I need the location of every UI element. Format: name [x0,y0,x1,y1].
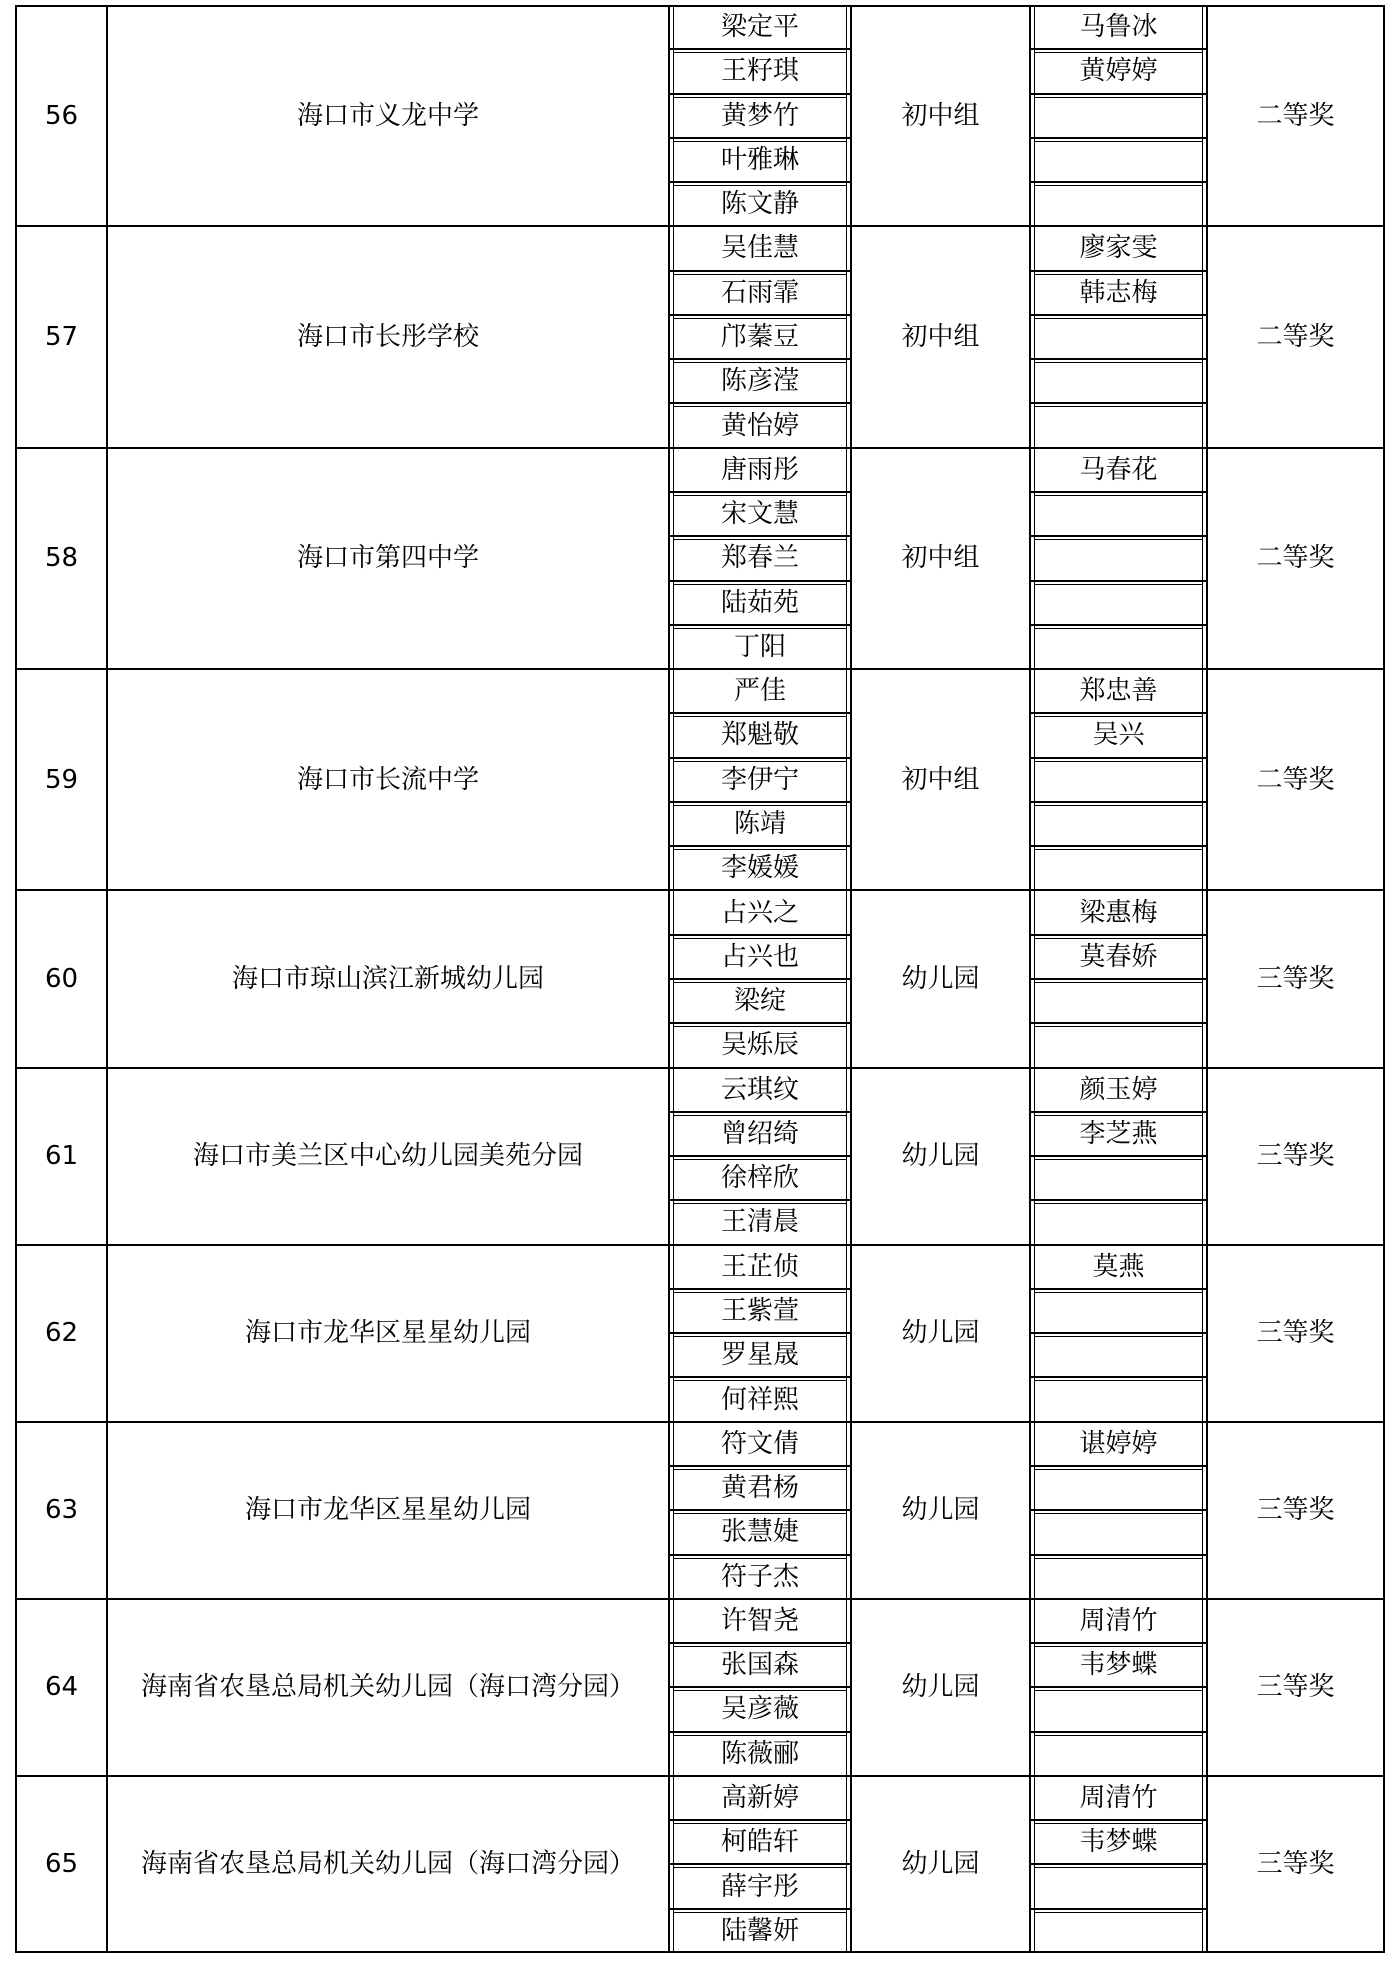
student-row-divider [669,845,851,847]
student-row-divider [669,1465,851,1467]
student-name: 陆馨妍 [720,1915,799,1946]
teacher-name: 韩志梅 [1079,277,1158,308]
student-row-divider [669,402,851,404]
student-row-divider [669,314,851,316]
student-name: 何祥熙 [720,1384,799,1415]
student-name: 吴彦薇 [720,1694,799,1725]
teacher-row-divider-inner [1034,52,1203,53]
row-number: 62 [44,1318,79,1349]
inner-column-line [846,5,847,1953]
column-divider [1206,5,1208,1953]
teacher-row-divider [1030,1819,1207,1821]
teacher-row-divider [1030,48,1207,50]
teacher-name [1030,315,1207,359]
student-name: 严佳 [733,676,786,707]
teacher-row-divider-inner [1034,628,1203,629]
teacher-row-divider-inner [1034,97,1203,98]
teacher-name: 莫春娇 [1079,941,1158,972]
student-row-divider-inner [673,982,847,983]
row-number: 59 [44,764,79,795]
teacher-name [1030,1289,1207,1333]
student-name: 高新婷 [720,1783,799,1814]
teacher-name [1030,359,1207,403]
teacher-name: 韦梦蝶 [1079,1827,1158,1858]
category: 初中组 [901,322,980,353]
teacher-row-divider-inner [1034,1735,1203,1736]
school-name: 海口市长流中学 [296,764,479,795]
teacher-name: 李芝燕 [1079,1118,1158,1149]
student-row-divider [669,1863,851,1865]
student-name: 宋文慧 [720,499,799,530]
student-name: 吴佳慧 [720,233,799,264]
teacher-row-divider-inner [1034,318,1203,319]
student-row-divider-inner [673,318,847,319]
group-divider [16,1598,1384,1600]
teacher-row-divider [1030,491,1207,493]
teacher-row-divider [1030,978,1207,980]
student-row-divider-inner [673,849,847,850]
group-divider [16,1421,1384,1423]
column-divider [850,5,852,1953]
student-row-divider-inner [673,185,847,186]
teacher-name [1030,1200,1207,1244]
student-name: 梁定平 [720,12,799,43]
student-row-divider [669,1111,851,1113]
teacher-name: 周清竹 [1079,1783,1158,1814]
teacher-row-divider-inner [1034,1912,1203,1913]
teacher-name: 马春花 [1079,454,1158,485]
student-row-divider-inner [673,1336,847,1337]
school-name: 海南省农垦总局机关幼儿园（海口湾分园） [140,1849,635,1880]
teacher-name: 吴兴 [1092,720,1145,751]
teacher-row-divider-inner [1034,761,1203,762]
student-name: 王籽琪 [720,56,799,87]
student-row-divider-inner [673,1558,847,1559]
student-name: 黄梦竹 [720,100,799,131]
student-name: 符子杰 [720,1561,799,1592]
student-name: 陈彦滢 [720,366,799,397]
column-divider [1383,5,1385,1953]
teacher-name [1030,1864,1207,1908]
group-divider [16,447,1384,449]
student-name: 丁阳 [733,631,786,662]
teacher-name [1030,979,1207,1023]
inner-column-line [1034,5,1035,1953]
student-row-divider [669,801,851,803]
category: 初中组 [901,100,980,131]
teacher-row-divider [1030,1642,1207,1644]
inner-column-line [673,5,674,1953]
teacher-row-divider [1030,1686,1207,1688]
teacher-row-divider [1030,757,1207,759]
teacher-row-divider-inner [1034,274,1203,275]
student-row-divider-inner [673,539,847,540]
teacher-row-divider-inner [1034,1823,1203,1824]
teacher-name [1030,1732,1207,1776]
school-name: 海口市美兰区中心幼儿园美苑分园 [192,1141,583,1172]
student-row-divider [669,1686,851,1688]
student-row-divider [669,712,851,714]
teacher-row-divider [1030,358,1207,360]
student-row-divider [669,1022,851,1024]
teacher-row-divider-inner [1034,1646,1203,1647]
student-row-divider [669,270,851,272]
student-name: 陈薇郦 [720,1738,799,1769]
award-level: 二等奖 [1256,322,1335,353]
teacher-name [1030,1466,1207,1510]
award-level: 二等奖 [1256,543,1335,574]
teacher-row-divider [1030,181,1207,183]
teacher-name: 颜玉婷 [1079,1074,1158,1105]
teacher-row-divider-inner [1034,406,1203,407]
student-name: 邝蓁豆 [720,322,799,353]
award-level: 三等奖 [1256,1672,1335,1703]
school-name: 海口市义龙中学 [296,100,479,131]
teacher-row-divider [1030,402,1207,404]
student-row-divider [669,1908,851,1910]
student-row-divider-inner [673,274,847,275]
teacher-row-divider-inner [1034,1159,1203,1160]
table-top-border [16,5,1384,7]
student-row-divider-inner [673,1513,847,1514]
teacher-row-divider-inner [1034,539,1203,540]
teacher-name [1030,1156,1207,1200]
teacher-name: 周清竹 [1079,1605,1158,1636]
group-divider [16,1244,1384,1246]
student-name: 薛宇彤 [720,1871,799,1902]
teacher-name [1030,802,1207,846]
teacher-row-divider [1030,1199,1207,1201]
teacher-name [1030,182,1207,226]
row-number: 61 [44,1141,79,1172]
teacher-row-divider [1030,1908,1207,1910]
student-row-divider-inner [673,141,847,142]
student-row-divider [669,624,851,626]
teacher-row-divider [1030,1465,1207,1467]
student-name: 石雨霏 [720,277,799,308]
school-name: 海口市龙华区星星幼儿园 [244,1318,531,1349]
teacher-row-divider [1030,624,1207,626]
school-name: 海口市第四中学 [296,543,479,574]
category: 初中组 [901,543,980,574]
student-row-divider-inner [673,1380,847,1381]
student-row-divider-inner [673,628,847,629]
column-divider [668,5,670,1953]
teacher-row-divider [1030,93,1207,95]
student-name: 黄君杨 [720,1473,799,1504]
teacher-name [1030,625,1207,669]
student-row-divider [669,491,851,493]
teacher-name: 马鲁冰 [1079,12,1158,43]
student-name: 云琪纹 [720,1074,799,1105]
student-row-divider [669,1554,851,1556]
teacher-name [1030,94,1207,138]
student-row-divider-inner [673,1823,847,1824]
teacher-row-divider [1030,535,1207,537]
student-row-divider [669,1642,851,1644]
group-divider [16,1067,1384,1069]
student-name: 吴烁辰 [720,1030,799,1061]
teacher-row-divider-inner [1034,584,1203,585]
student-row-divider [669,535,851,537]
category: 初中组 [901,764,980,795]
student-row-divider-inner [673,362,847,363]
student-row-divider-inner [673,1690,847,1691]
row-number: 65 [44,1849,79,1880]
teacher-row-divider-inner [1034,1203,1203,1204]
teacher-name [1030,1909,1207,1953]
teacher-row-divider-inner [1034,1867,1203,1868]
student-name: 许智尧 [720,1605,799,1636]
teacher-row-divider-inner [1034,141,1203,142]
student-row-divider-inner [673,584,847,585]
student-row-divider-inner [673,1026,847,1027]
teacher-row-divider [1030,137,1207,139]
student-name: 唐雨彤 [720,454,799,485]
teacher-row-divider-inner [1034,849,1203,850]
teacher-name: 韦梦蝶 [1079,1650,1158,1681]
student-row-divider-inner [673,1115,847,1116]
student-name: 郑春兰 [720,543,799,574]
award-level: 三等奖 [1256,1495,1335,1526]
student-row-divider-inner [673,495,847,496]
student-row-divider-inner [673,1735,847,1736]
teacher-row-divider [1030,845,1207,847]
student-row-divider-inner [673,1292,847,1293]
teacher-name [1030,846,1207,890]
teacher-row-divider [1030,934,1207,936]
teacher-row-divider [1030,1111,1207,1113]
student-row-divider [669,757,851,759]
teacher-row-divider [1030,1731,1207,1733]
teacher-row-divider [1030,314,1207,316]
teacher-name: 郑忠善 [1079,676,1158,707]
student-row-divider-inner [673,1469,847,1470]
row-number: 64 [44,1672,79,1703]
row-number: 57 [44,322,79,353]
category: 幼儿园 [901,1672,980,1703]
student-row-divider [669,978,851,980]
category: 幼儿园 [901,1141,980,1172]
row-number: 60 [44,963,79,994]
student-name: 陆茹苑 [720,587,799,618]
student-name: 陈靖 [733,809,786,840]
teacher-name [1030,1687,1207,1731]
student-name: 徐梓欣 [720,1163,799,1194]
student-name: 占兴之 [720,897,799,928]
student-name: 王芷侦 [720,1251,799,1282]
student-row-divider [669,48,851,50]
teacher-row-divider-inner [1034,362,1203,363]
teacher-name [1030,492,1207,536]
teacher-name: 莫燕 [1092,1251,1145,1282]
student-name: 李伊宁 [720,764,799,795]
student-row-divider-inner [673,938,847,939]
student-row-divider [669,1332,851,1334]
student-name: 王清晨 [720,1207,799,1238]
student-name: 曾绍绮 [720,1118,799,1149]
teacher-name [1030,1333,1207,1377]
teacher-row-divider-inner [1034,938,1203,939]
student-name: 叶雅琳 [720,144,799,175]
teacher-row-divider-inner [1034,1513,1203,1514]
school-name: 海口市长彤学校 [296,322,479,353]
award-level: 三等奖 [1256,963,1335,994]
student-row-divider [669,1155,851,1157]
teacher-row-divider [1030,580,1207,582]
column-divider [106,5,108,1953]
student-name: 柯皓轩 [720,1827,799,1858]
student-row-divider-inner [673,1159,847,1160]
school-name: 海口市琼山滨江新城幼儿园 [231,963,544,994]
student-row-divider [669,934,851,936]
student-row-divider [669,137,851,139]
teacher-row-divider-inner [1034,1026,1203,1027]
award-level: 二等奖 [1256,764,1335,795]
school-name: 海南省农垦总局机关幼儿园（海口湾分园） [140,1672,635,1703]
teacher-name [1030,581,1207,625]
teacher-name [1030,536,1207,580]
student-row-divider-inner [673,716,847,717]
school-name: 海口市龙华区星星幼儿园 [244,1495,531,1526]
teacher-row-divider-inner [1034,716,1203,717]
column-divider [1029,5,1031,1953]
category: 幼儿园 [901,1318,980,1349]
teacher-name: 梁惠梅 [1079,897,1158,928]
group-divider [16,889,1384,891]
teacher-row-divider-inner [1034,1469,1203,1470]
student-row-divider [669,93,851,95]
student-row-divider [669,1288,851,1290]
teacher-name [1030,1555,1207,1599]
teacher-row-divider-inner [1034,1336,1203,1337]
teacher-row-divider [1030,1554,1207,1556]
student-row-divider-inner [673,52,847,53]
student-row-divider-inner [673,1912,847,1913]
student-name: 罗星晟 [720,1340,799,1371]
teacher-row-divider [1030,1288,1207,1290]
teacher-row-divider-inner [1034,1558,1203,1559]
teacher-name [1030,1510,1207,1554]
student-row-divider [669,1731,851,1733]
teacher-name [1030,138,1207,182]
teacher-name [1030,1377,1207,1421]
teacher-name: 廖家雯 [1079,233,1158,264]
row-number: 58 [44,543,79,574]
student-row-divider-inner [673,406,847,407]
teacher-row-divider [1030,801,1207,803]
student-row-divider [669,580,851,582]
column-divider [15,5,17,1953]
teacher-row-divider-inner [1034,1115,1203,1116]
teacher-row-divider-inner [1034,805,1203,806]
student-row-divider-inner [673,1867,847,1868]
teacher-row-divider [1030,1332,1207,1334]
row-number: 63 [44,1495,79,1526]
student-row-divider-inner [673,97,847,98]
teacher-row-divider-inner [1034,185,1203,186]
award-level: 三等奖 [1256,1141,1335,1172]
student-name: 符文倩 [720,1428,799,1459]
teacher-row-divider-inner [1034,1292,1203,1293]
student-name: 王紫萱 [720,1296,799,1327]
teacher-row-divider-inner [1034,495,1203,496]
student-name: 陈文静 [720,189,799,220]
award-level: 三等奖 [1256,1849,1335,1880]
teacher-name: 黄婷婷 [1079,56,1158,87]
student-name: 梁绽 [733,986,786,1017]
group-divider [16,225,1384,227]
group-divider [16,668,1384,670]
teacher-row-divider [1030,1022,1207,1024]
category: 幼儿园 [901,1495,980,1526]
student-row-divider [669,358,851,360]
student-row-divider [669,1509,851,1511]
teacher-name [1030,403,1207,447]
award-level: 二等奖 [1256,100,1335,131]
teacher-row-divider-inner [1034,1690,1203,1691]
student-name: 张慧婕 [720,1517,799,1548]
teacher-row-divider [1030,270,1207,272]
award-level: 三等奖 [1256,1318,1335,1349]
teacher-name [1030,758,1207,802]
group-divider [16,1775,1384,1777]
teacher-row-divider [1030,1155,1207,1157]
student-row-divider [669,1376,851,1378]
teacher-row-divider [1030,1376,1207,1378]
student-row-divider [669,1199,851,1201]
table-bottom-border [16,1951,1384,1953]
student-name: 黄怡婷 [720,410,799,441]
student-row-divider [669,1819,851,1821]
student-row-divider [669,181,851,183]
student-name: 郑魁敬 [720,720,799,751]
teacher-row-divider-inner [1034,1380,1203,1381]
category: 幼儿园 [901,1849,980,1880]
category: 幼儿园 [901,963,980,994]
row-number: 56 [44,100,79,131]
teacher-name [1030,1023,1207,1067]
student-name: 李媛媛 [720,853,799,884]
inner-column-line [1202,5,1203,1953]
student-row-divider-inner [673,1646,847,1647]
teacher-name: 谌婷婷 [1079,1428,1158,1459]
student-row-divider-inner [673,761,847,762]
teacher-row-divider [1030,712,1207,714]
student-name: 张国森 [720,1650,799,1681]
teacher-row-divider [1030,1863,1207,1865]
student-row-divider-inner [673,1203,847,1204]
teacher-row-divider-inner [1034,982,1203,983]
teacher-row-divider [1030,1509,1207,1511]
student-name: 占兴也 [720,941,799,972]
student-row-divider-inner [673,805,847,806]
